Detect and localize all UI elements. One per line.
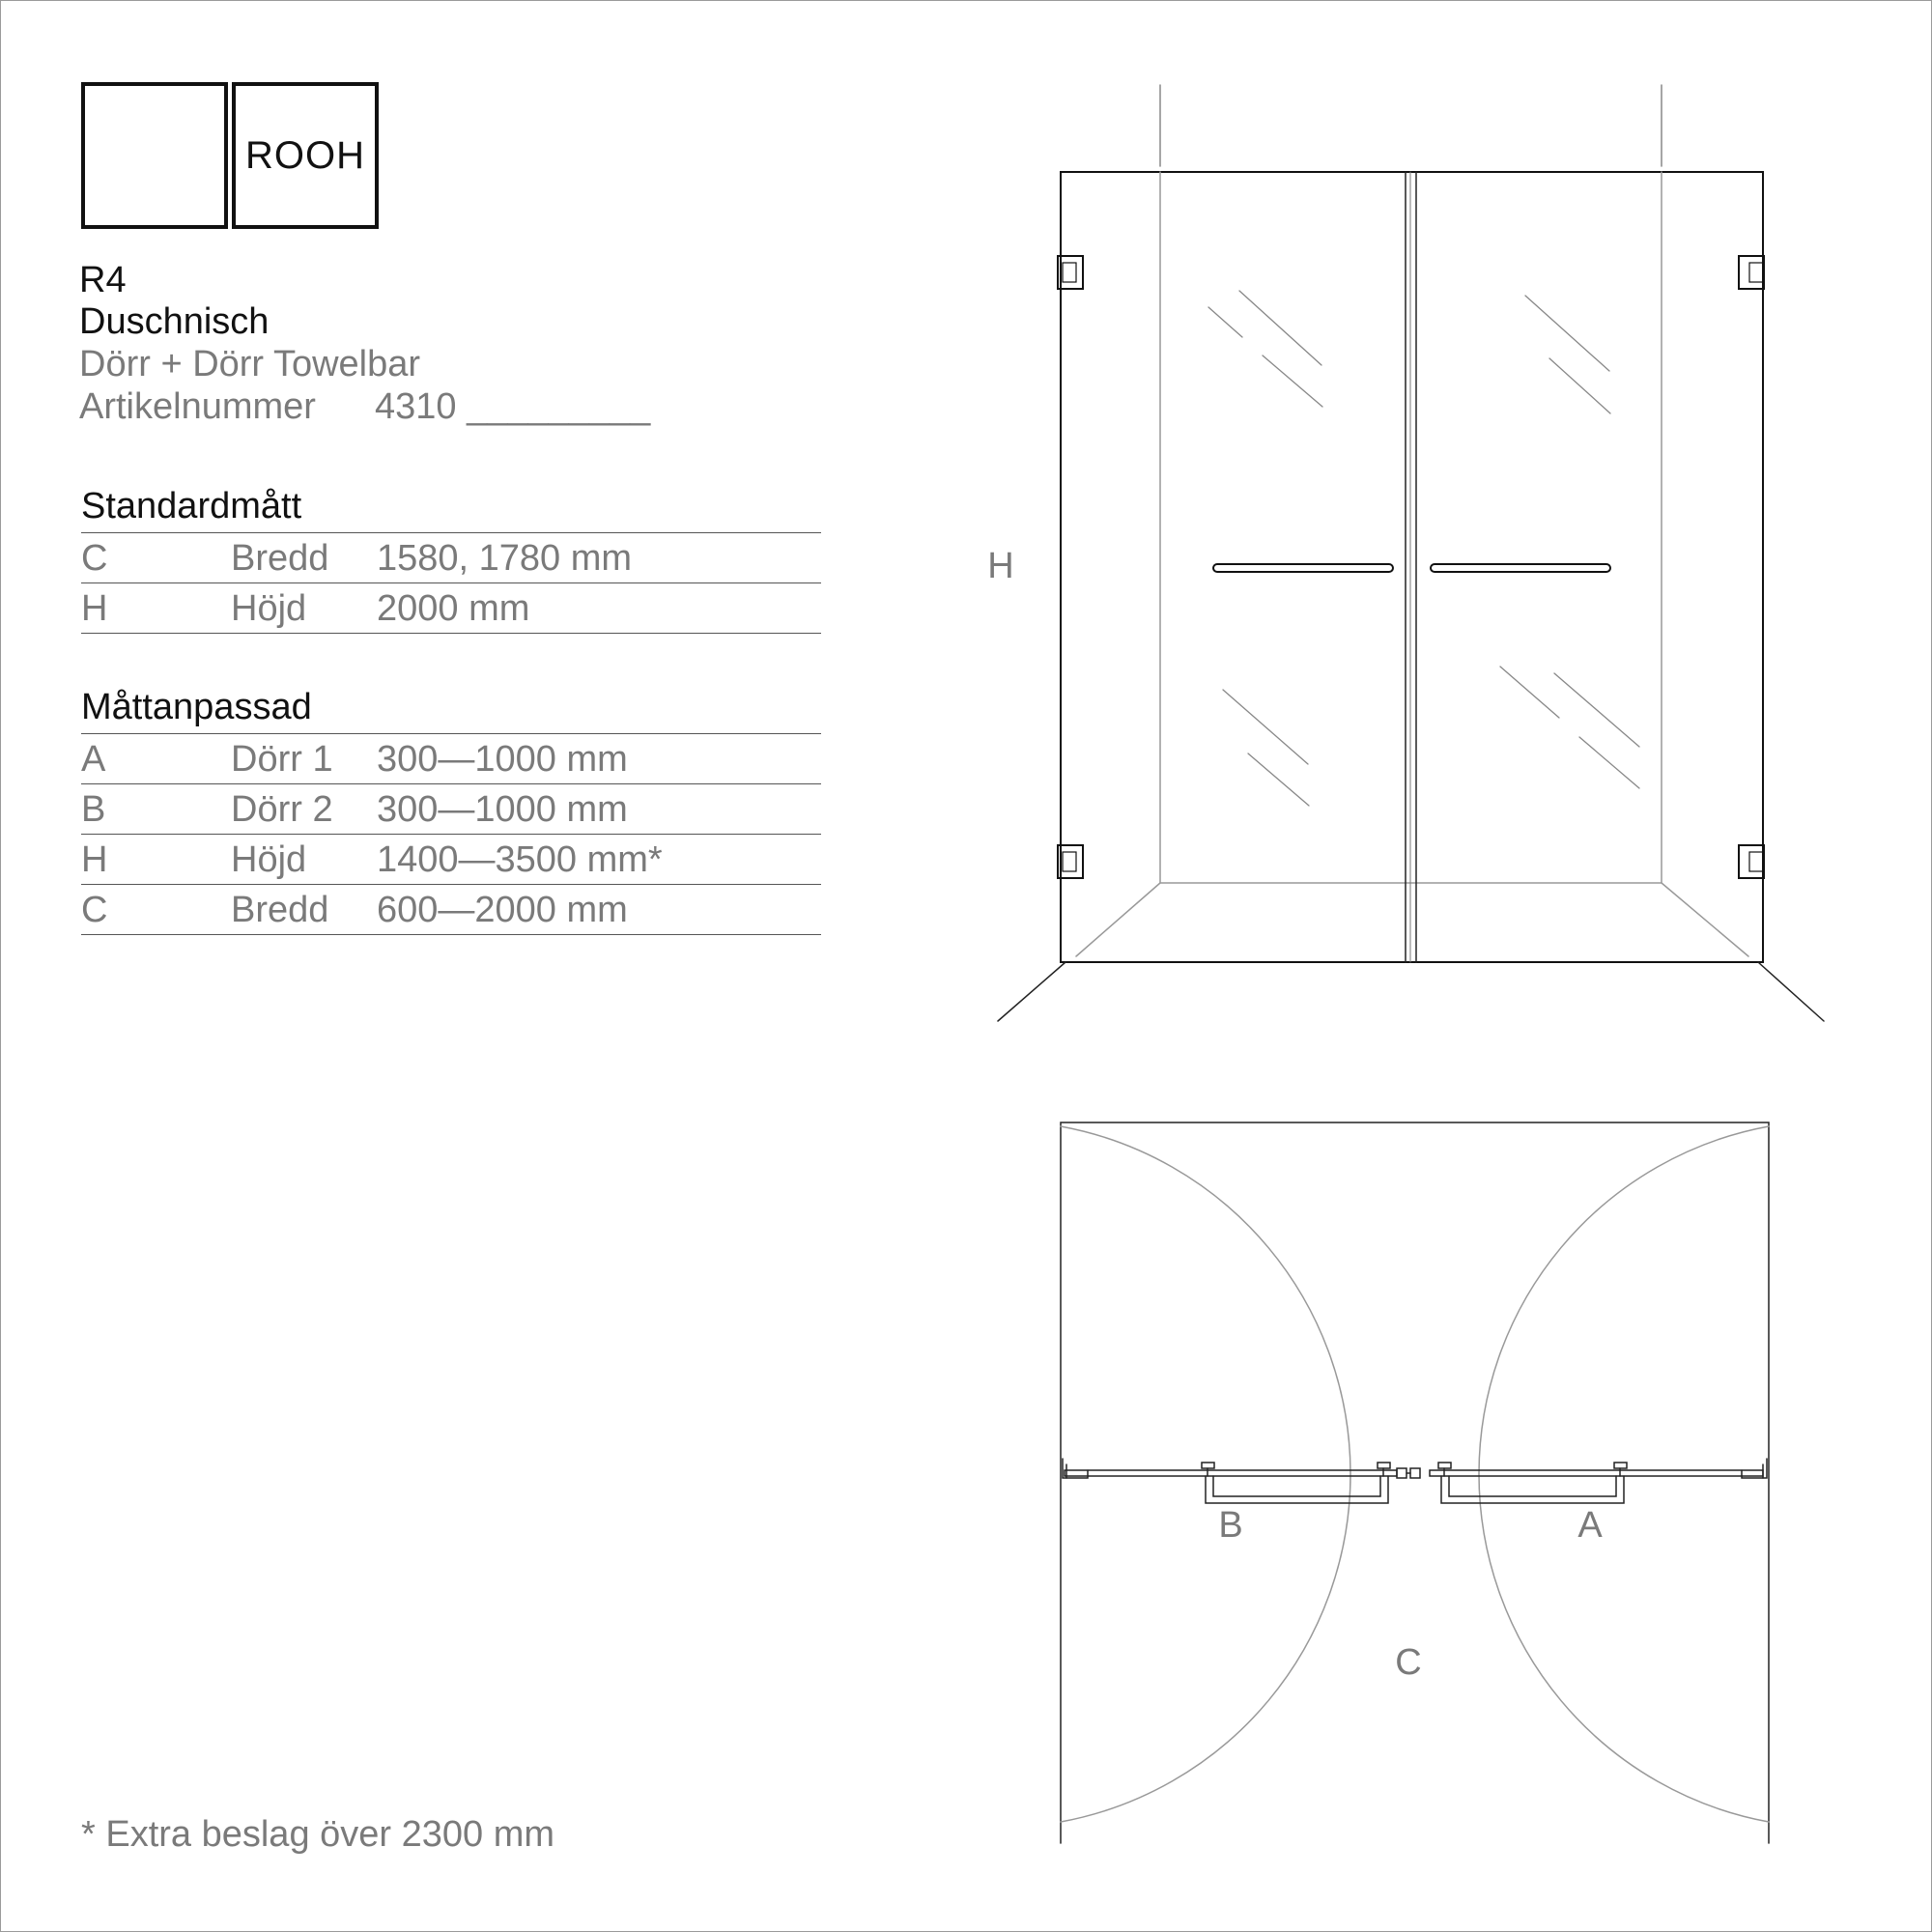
- towel-bar-b-icon: [1202, 1463, 1390, 1503]
- row-value: 1400—3500 mm*: [377, 839, 663, 880]
- row-key: H: [81, 588, 108, 629]
- floor-line-left: [998, 962, 1065, 1021]
- row-label: Bredd: [231, 890, 329, 930]
- article-number: 4310 _________: [375, 386, 651, 427]
- center-connector: [1397, 1468, 1406, 1478]
- row-label: Dörr 1: [231, 739, 333, 780]
- floor-perspective-line: [1662, 883, 1748, 956]
- hinge-icon: [1739, 256, 1764, 289]
- hinge-icon: [1749, 852, 1763, 871]
- width-dimension-label: C: [1395, 1642, 1422, 1683]
- center-connector: [1410, 1468, 1420, 1478]
- row-value: 2000 mm: [377, 588, 530, 629]
- towel-bar-a-icon: [1438, 1463, 1627, 1503]
- height-dimension-label: H: [987, 546, 1014, 586]
- footnote: * Extra beslag över 2300 mm: [81, 1814, 555, 1855]
- row-value: 300—1000 mm: [377, 789, 628, 830]
- row-value: 600—2000 mm: [377, 890, 628, 930]
- hinge-icon: [1739, 845, 1764, 878]
- towel-bar-icon: [1431, 564, 1610, 572]
- row-value: 300—1000 mm: [377, 739, 628, 780]
- towel-bar-icon: [1213, 564, 1393, 572]
- floor-perspective-line: [1076, 883, 1160, 956]
- row-label: Höjd: [231, 839, 307, 880]
- door-b-label: B: [1218, 1505, 1243, 1546]
- row-label: Dörr 2: [231, 789, 333, 830]
- front-elevation: [998, 85, 1824, 1021]
- row-label: Bredd: [231, 538, 329, 579]
- floor-line-right: [1758, 962, 1824, 1021]
- standard-title: Standardmått: [81, 486, 302, 526]
- door-a-label: A: [1577, 1505, 1603, 1546]
- row-value: 1580, 1780 mm: [377, 538, 633, 579]
- glass-reflection: [1208, 291, 1639, 806]
- niche-walls: [1061, 1122, 1769, 1843]
- logo-text: ROOH: [245, 134, 365, 177]
- product-name: Duschnisch: [79, 301, 270, 342]
- hinge-icon: [1063, 263, 1076, 282]
- row-key: C: [81, 890, 108, 930]
- article-label: Artikelnummer: [79, 386, 316, 427]
- plan-view: [1061, 1122, 1769, 1843]
- custom-title: Måttanpassad: [81, 687, 312, 727]
- row-key: B: [81, 789, 106, 830]
- hinge-icon: [1063, 852, 1076, 871]
- product-variant: Dörr + Dörr Towelbar: [79, 344, 421, 384]
- enclosure-outline: [1061, 172, 1763, 962]
- door-swing-arc-right: [1479, 1126, 1769, 1822]
- row-label: Höjd: [231, 588, 307, 629]
- row-key: H: [81, 839, 108, 880]
- row-key: A: [81, 739, 106, 780]
- glass-door-b: [1065, 1470, 1397, 1476]
- door-swing-arc-left: [1061, 1126, 1350, 1822]
- product-code: R4: [79, 260, 127, 300]
- hinge-icon: [1749, 263, 1763, 282]
- row-key: C: [81, 538, 108, 579]
